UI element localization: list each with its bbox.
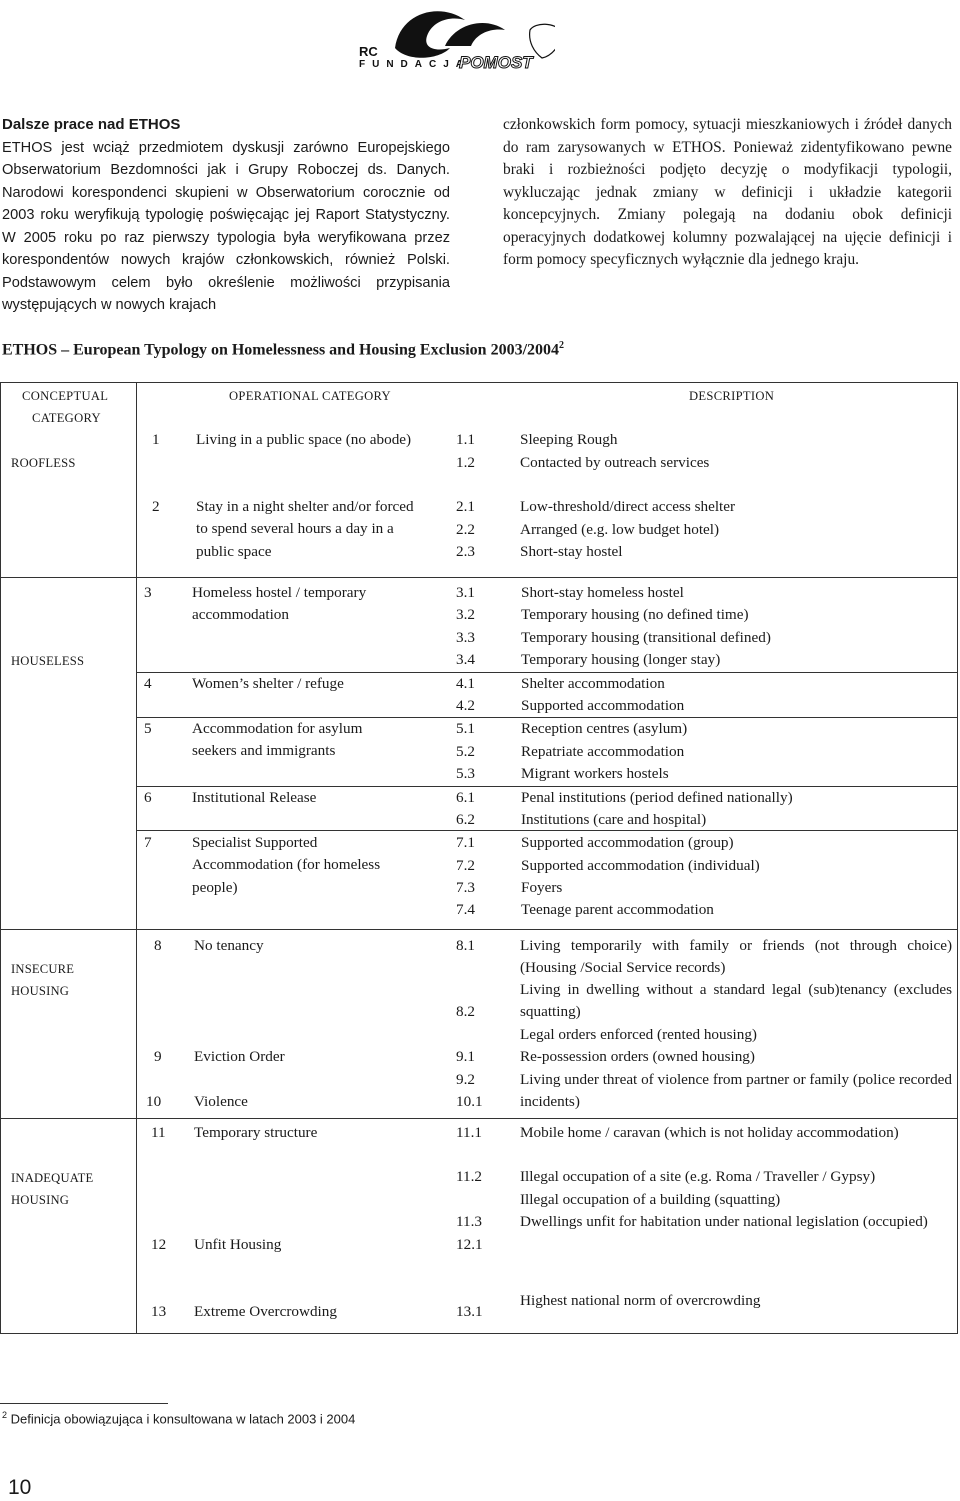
footnote-text: Definicja obowiązująca i konsultowana w latach 2003 i 2004 xyxy=(10,1411,356,1427)
table-rule-houseless xyxy=(0,577,958,578)
sub-code: 5.3 xyxy=(456,765,475,782)
sub-desc: Living under threat of violence from partner or family (police recorded incidents) xyxy=(520,1071,952,1111)
cat-name: Unfit Housing xyxy=(194,1236,282,1253)
table-title-footnote-ref: 2 xyxy=(559,340,565,351)
sub-desc: Re-possession orders (owned housing) xyxy=(520,1048,755,1065)
sub-code: 7.3 xyxy=(456,879,475,896)
sub-desc: Supported accommodation xyxy=(521,697,685,714)
sub-desc: Highest national norm of overcrowding xyxy=(520,1292,761,1309)
table-rule-bottom xyxy=(0,1333,958,1334)
cat-num: 13 xyxy=(151,1303,167,1320)
sub-desc: Contacted by outreach services xyxy=(520,454,710,471)
table-border-right xyxy=(957,382,958,1333)
sub-desc: Living in dwelling without a standard legal (sub)tenancy (excludes squatting) xyxy=(520,981,952,1021)
sub-code: 3.4 xyxy=(456,651,475,668)
header-category: CATEGORY xyxy=(32,411,101,425)
table-rule-inadequate xyxy=(0,1118,958,1119)
cat-name: Women’s shelter / refuge xyxy=(192,675,344,692)
sub-desc: Legal orders enforced (rented housing) xyxy=(520,1026,757,1043)
group-inadequate-1: INADEQUATE xyxy=(11,1171,94,1185)
cat-num: 10 xyxy=(146,1093,162,1110)
cat-num: 2 xyxy=(152,498,160,515)
sub-code: 3.2 xyxy=(456,606,475,623)
sub-desc: Illegal occupation of a site (e.g. Roma / Traveller / Gypsy) xyxy=(520,1168,876,1185)
sub-code: 7.1 xyxy=(456,834,475,851)
sub-code: 8.1 xyxy=(456,937,475,954)
cat-num: 8 xyxy=(154,937,162,954)
cat-num: 4 xyxy=(144,675,152,692)
sub-desc: Short-stay homeless hostel xyxy=(521,584,684,601)
table-title xyxy=(2,340,564,359)
cat-num: 11 xyxy=(151,1124,166,1141)
sub-desc: Illegal occupation of a building (squatting) xyxy=(520,1191,781,1208)
cat-name: No tenancy xyxy=(194,937,264,954)
sub-desc: Low-threshold/direct access shelter xyxy=(520,498,736,515)
sub-code: 3.3 xyxy=(456,629,475,646)
sub-code: 11.1 xyxy=(456,1124,483,1141)
sub-desc: Penal institutions (period defined nationally) xyxy=(521,789,793,806)
sub-desc: Institutions (care and hospital) xyxy=(521,811,707,828)
cat-num: 5 xyxy=(144,720,152,737)
header-operational: OPERATIONAL CATEGORY xyxy=(229,389,391,403)
footnote-rule xyxy=(0,1403,168,1404)
group-insecure-2: HOUSING xyxy=(11,984,70,998)
sub-code: 9.2 xyxy=(456,1071,475,1088)
sub-code: 6.2 xyxy=(456,811,475,828)
sub-desc: Shelter accommodation xyxy=(521,675,665,692)
footnote xyxy=(2,1410,355,1426)
cat-name: Violence xyxy=(194,1093,248,1110)
sub-code: 2.1 xyxy=(456,498,475,515)
cat-name: Stay in a night shelter and/or forced to spend several hours a day in a public space xyxy=(196,498,414,560)
sub-desc: Foyers xyxy=(521,879,563,896)
sub-desc: Supported accommodation (group) xyxy=(521,834,734,851)
cat-name: Extreme Overcrowding xyxy=(194,1303,337,1320)
sub-code: 4.2 xyxy=(456,697,475,714)
page-number: 10 xyxy=(8,1476,32,1499)
sub-code: 1.2 xyxy=(456,454,475,471)
cat-name: Accommodation for asylum seekers and immigrants xyxy=(192,720,363,760)
sub-code: 11.2 xyxy=(456,1168,483,1185)
table-rule-top xyxy=(0,382,958,383)
group-inadequate-2: HOUSING xyxy=(11,1193,70,1207)
sub-desc: Reception centres (asylum) xyxy=(521,720,688,737)
sub-desc: Living temporarily with family or friends (not through choice) (Housing /Social Service records) xyxy=(520,937,952,977)
sub-code: 13.1 xyxy=(456,1303,483,1320)
logo-fundacja-text: FUNDACJA xyxy=(359,59,470,70)
sub-desc: Temporary housing (no defined time) xyxy=(521,606,749,623)
sub-desc: Migrant workers hostels xyxy=(521,765,669,782)
group-insecure-1: INSECURE xyxy=(11,962,75,976)
cat-name: Living in a public space (no abode) xyxy=(196,431,412,448)
intro-left-column xyxy=(2,114,450,317)
group-roofless: ROOFLESS xyxy=(11,456,76,470)
cat-name: Homeless hostel / temporary accommodation xyxy=(192,584,367,624)
sub-code: 8.2 xyxy=(456,1003,475,1020)
fundacja-pomost-logo xyxy=(355,2,555,78)
header-description: DESCRIPTION xyxy=(689,389,775,403)
cat-name: Institutional Release xyxy=(192,789,317,806)
cat-name: Temporary structure xyxy=(194,1124,318,1141)
intro-right-text: członkowskich form pomocy, sytuacji mieszkaniowych i źródeł danych do ram zarysowanych w ETHOS. Ponieważ zidentyfikowano pewne braki i rozbieżności podjęto decyzję o modyfikacji typologii, wykluczając jednak zmiany w definicji i układzie kategorii koncepcyjnych. Zmiany polegają na dodaniu obok definicji operacyjnych dodatkowej kolumny pozwalającej na ujęcie definicji i form pomocy specyficznych wyłącznie dla jednego kraju. xyxy=(503,116,952,268)
logo-pomost-text: POMOST xyxy=(459,53,533,72)
cat-num: 1 xyxy=(152,431,160,448)
group-houseless: HOUSELESS xyxy=(11,654,85,668)
table-divider-category xyxy=(136,382,137,1333)
logo-rc-text: RC xyxy=(359,44,378,59)
footnote-number: 2 xyxy=(2,1410,8,1420)
sub-desc: Dwellings unfit for habitation under national legislation (occupied) xyxy=(520,1213,928,1230)
table-rule-insecure xyxy=(0,929,958,930)
sub-desc: Temporary housing (longer stay) xyxy=(521,651,721,668)
sub-code: 3.1 xyxy=(456,584,475,601)
sub-code: 2.2 xyxy=(456,521,475,538)
sub-code: 11.3 xyxy=(456,1213,483,1230)
sub-desc: Repatriate accommodation xyxy=(521,743,685,760)
sub-code: 12.1 xyxy=(456,1236,483,1253)
sub-code: 10.1 xyxy=(456,1093,483,1110)
cat-num: 9 xyxy=(154,1048,162,1065)
sub-code: 5.1 xyxy=(456,720,475,737)
table-border-left xyxy=(0,382,1,1333)
sub-code: 6.1 xyxy=(456,789,475,806)
cat-name: Specialist Supported Accommodation (for homeless people) xyxy=(192,834,381,896)
sub-desc: Supported accommodation (individual) xyxy=(521,857,760,874)
sub-code: 5.2 xyxy=(456,743,475,760)
sub-desc: Sleeping Rough xyxy=(520,431,618,448)
sub-code: 1.1 xyxy=(456,431,475,448)
sub-desc: Arranged (e.g. low budget hotel) xyxy=(520,521,720,538)
sub-desc: Mobile home / caravan (which is not holiday accommodation) xyxy=(520,1124,899,1141)
sub-code: 9.1 xyxy=(456,1048,475,1065)
cat-num: 12 xyxy=(151,1236,167,1253)
section-heading: Dalsze prace nad ETHOS xyxy=(2,116,181,133)
sub-desc: Short-stay hostel xyxy=(520,543,623,560)
cat-num: 6 xyxy=(144,789,152,806)
sub-code: 2.3 xyxy=(456,543,475,560)
sub-code: 4.1 xyxy=(456,675,475,692)
sub-code: 7.2 xyxy=(456,857,475,874)
cat-name: Eviction Order xyxy=(194,1048,285,1065)
sub-desc: Temporary housing (transitional defined) xyxy=(521,629,771,646)
intro-right-column xyxy=(503,114,952,272)
header-conceptual: CONCEPTUAL xyxy=(22,389,109,403)
table-title-text: ETHOS – European Typology on Homelessness and Housing Exclusion 2003/2004 xyxy=(2,341,560,359)
cat-num: 7 xyxy=(144,834,152,851)
sub-desc: Teenage parent accommodation xyxy=(521,901,714,918)
intro-left-text: ETHOS jest wciąż przedmiotem dyskusji zarówno Europejskiego Obserwatorium Bezdomności jak i Grupy Roboczej ds. Danych. Narodowi korespondenci skupieni w Obserwatorium corocznie od 2003 roku weryfikują typologię poświęcając jej Raport Statystyczny. W 2005 roku po raz pierwszy typologia była weryfikowana przez korespondentów nowych krajów członkowskich, również Polski. Podstawowym celem było określenie możliwości przypisania występujących w nowych krajach xyxy=(2,139,450,313)
cat-num: 3 xyxy=(144,584,152,601)
sub-code: 7.4 xyxy=(456,901,475,918)
